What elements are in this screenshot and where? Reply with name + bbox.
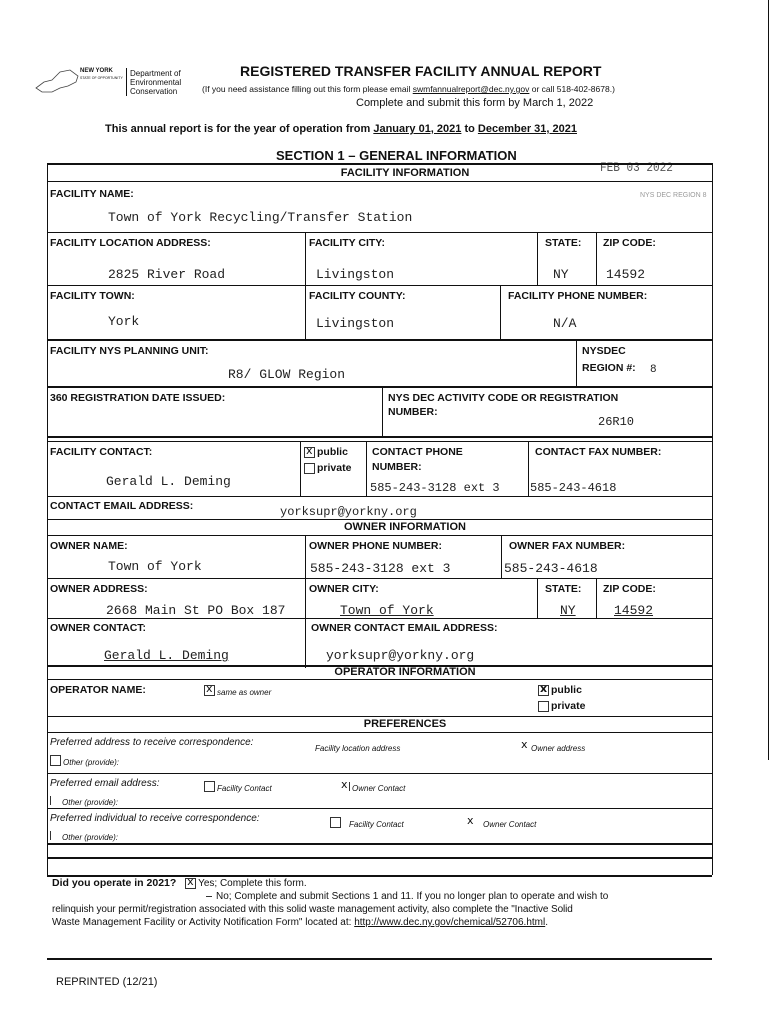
operate-question-block: Did you operate in 2021? x Yes; Complete this form. No; Complete and submit Sections 1 and 11. If you no longer plan to operate and wish to relinquish your permit/registration associated with this solid waste management activity, also complete the "Inactive Solid Waste Management Facility or Activity Notification Form" located at: http://www.dec.ny.gov/chemical/52706.html. — [52, 877, 712, 929]
pref-individual-owner-checkbox[interactable] — [466, 818, 475, 827]
reprinted-note: REPRINTED (12/21) — [56, 976, 158, 988]
reporting-year: This annual report is for the year of operation from January 01, 2021 to December 31, 2021 — [105, 123, 577, 135]
facility-phone-label: FACILITY PHONE NUMBER: — [508, 290, 648, 302]
facility-contact-label: FACILITY CONTACT: — [50, 446, 153, 458]
public-checkbox-checked[interactable] — [304, 447, 315, 458]
owner-contact-field[interactable]: Gerald L. Deming — [104, 648, 229, 663]
pref-address-question: Preferred address to receive correspondence: — [50, 737, 254, 748]
pref-email-other-option[interactable]: Other (provide): — [50, 792, 118, 810]
contact-fax-field[interactable]: 585-243-4618 — [530, 481, 617, 495]
pref-address-other-option[interactable]: Other (provide): — [50, 752, 119, 770]
owner-city-field[interactable]: Town of York — [340, 603, 434, 618]
operate-question: Did you operate in 2021? — [52, 877, 177, 889]
region-stamp: NYS DEC REGION 8 — [640, 192, 707, 199]
facility-town-label: FACILITY TOWN: — [50, 290, 135, 302]
owner-state-label: STATE: — [545, 583, 582, 595]
nys-logo — [30, 62, 200, 102]
facility-state-field[interactable]: NY — [553, 267, 569, 282]
pref-address-facility-option[interactable]: Facility location address — [304, 738, 400, 756]
pref-individual-facility-checkbox[interactable] — [330, 817, 341, 828]
assistance-note: (If you need assistance filling out this form please email swmfannualreport@dec.ny.gov or call 518-402-8678.) — [202, 84, 615, 94]
pref-email-owner-checkbox[interactable] — [340, 782, 350, 791]
owner-email-field[interactable]: yorksupr@yorkny.org — [326, 648, 475, 663]
same-as-owner-checkbox[interactable] — [204, 685, 215, 696]
operate-line2: relinquish your permit/registration associated with this solid waste management activity, also complete the "Inactive Solid — [52, 904, 573, 915]
same-as-owner-option[interactable]: x same as owner — [204, 682, 271, 700]
pref-address-facility-checkbox[interactable] — [304, 742, 313, 751]
agency-line2: STATE OF OPPORTUNITY — [80, 76, 123, 80]
region-field[interactable]: 8 — [650, 364, 657, 376]
facility-phone-field[interactable]: N/A — [553, 316, 577, 331]
contact-phone-label-1: CONTACT PHONE — [372, 446, 463, 458]
facility-county-label: FACILITY COUNTY: — [309, 290, 406, 302]
agency-line1: NEW YORK — [80, 68, 113, 74]
owner-info-heading: OWNER INFORMATION — [343, 521, 466, 533]
inactive-form-link[interactable]: http://www.dec.ny.gov/chemical/52706.html — [354, 917, 546, 928]
pref-address-owner-option[interactable]: x Owner address — [520, 738, 585, 756]
operate-no-checkbox[interactable] — [206, 896, 212, 897]
received-stamp: FEB 03 2022 — [600, 160, 673, 175]
facility-city-field[interactable]: Livingston — [316, 267, 395, 282]
facility-city-label: FACILITY CITY: — [309, 237, 386, 249]
contact-email-field[interactable]: yorksupr@yorkny.org — [280, 505, 417, 519]
owner-zip-label: ZIP CODE: — [603, 583, 656, 595]
contact-fax-label: CONTACT FAX NUMBER: — [535, 446, 662, 458]
pref-address-other-checkbox[interactable] — [50, 755, 61, 766]
pref-email-owner-option[interactable]: x Owner Contact — [340, 778, 405, 796]
facility-zip-field[interactable]: 14592 — [606, 267, 646, 282]
owner-phone-field[interactable]: 585-243-3128 ext 3 — [310, 561, 451, 576]
region-label-1: NYSDEC — [582, 345, 626, 357]
assistance-email-link[interactable]: swmfannualreport@dec.ny.gov — [412, 84, 530, 94]
activity-code-label-1: NYS DEC ACTIVITY CODE OR REGISTRATION — [388, 392, 619, 404]
facility-address-label: FACILITY LOCATION ADDRESS: — [50, 237, 211, 249]
owner-name-field[interactable]: Town of York — [108, 559, 202, 574]
planning-unit-field[interactable]: R8/ GLOW Region — [228, 367, 346, 382]
region-label-2: REGION #: — [582, 362, 636, 374]
facility-name-label: FACILITY NAME: — [50, 188, 134, 200]
operator-name-label: OPERATOR NAME: — [50, 684, 146, 696]
pref-individual-question: Preferred individual to receive correspondence: — [50, 813, 260, 824]
owner-address-field[interactable]: 2668 Main St PO Box 187 — [106, 603, 286, 618]
submit-deadline: Complete and submit this form by March 1, 2022 — [356, 97, 594, 109]
year-to: December 31, 2021 — [477, 123, 577, 135]
facility-name-field[interactable]: Town of York Recycling/Transfer Station — [108, 210, 413, 225]
scan-edge-line — [768, 0, 769, 760]
dept-line3: Conservation — [130, 87, 178, 96]
owner-contact-label: OWNER CONTACT: — [50, 622, 147, 634]
pref-individual-other-checkbox[interactable] — [50, 831, 60, 840]
contact-private-option[interactable]: private — [304, 462, 351, 474]
contact-phone-label-2: NUMBER: — [372, 461, 422, 473]
pref-individual-other-option[interactable]: Other (provide): — [50, 827, 118, 845]
operator-private-checkbox[interactable] — [538, 701, 549, 712]
pref-email-facility-option[interactable]: Facility Contact — [204, 778, 272, 796]
operate-yes-checkbox[interactable] — [185, 878, 196, 889]
operator-info-heading: OPERATOR INFORMATION — [334, 666, 476, 678]
facility-town-field[interactable]: York — [108, 314, 140, 329]
owner-email-label: OWNER CONTACT EMAIL ADDRESS: — [311, 622, 498, 634]
facility-county-field[interactable]: Livingston — [316, 316, 395, 331]
activity-code-label-2: NUMBER: — [388, 406, 438, 418]
owner-fax-label: OWNER FAX NUMBER: — [509, 540, 626, 552]
facility-contact-field[interactable]: Gerald L. Deming — [106, 474, 231, 489]
pref-individual-owner-option[interactable]: x Owner Contact — [466, 814, 536, 832]
facility-address-field[interactable]: 2825 River Road — [108, 267, 226, 282]
operator-private-option[interactable]: private — [538, 700, 585, 712]
owner-name-label: OWNER NAME: — [50, 540, 128, 552]
activity-code-field[interactable]: 26R10 — [598, 415, 635, 429]
preferences-heading: PREFERENCES — [363, 718, 447, 730]
dept-line2: Environmental — [130, 78, 182, 87]
operate-yes-option[interactable]: x Yes; Complete this form. — [185, 878, 307, 889]
registration-date-label: 360 REGISTRATION DATE ISSUED: — [50, 392, 226, 404]
report-title: REGISTERED TRANSFER FACILITY ANNUAL REPORT — [240, 63, 602, 79]
year-from: January 01, 2021 — [373, 123, 462, 135]
private-checkbox[interactable] — [304, 463, 315, 474]
facility-info-heading: FACILITY INFORMATION — [340, 167, 470, 179]
pref-email-facility-checkbox[interactable] — [204, 781, 215, 792]
owner-city-label: OWNER CITY: — [309, 583, 379, 595]
owner-phone-label: OWNER PHONE NUMBER: — [309, 540, 442, 552]
owner-fax-field[interactable]: 585-243-4618 — [504, 561, 598, 576]
dept-line1: Department of — [130, 69, 181, 78]
operate-no-option[interactable]: No; Complete and submit Sections 1 and 11. If you no longer plan to operate and wish to — [52, 890, 712, 903]
contact-phone-field[interactable]: 585-243-3128 ext 3 — [370, 481, 500, 495]
pref-individual-facility-option[interactable]: Facility Contact — [330, 814, 404, 832]
operator-public-option[interactable]: x public — [538, 684, 582, 696]
section-title: SECTION 1 – GENERAL INFORMATION — [276, 148, 517, 163]
contact-public-option[interactable]: xpublic — [304, 446, 348, 458]
contact-email-label: CONTACT EMAIL ADDRESS: — [50, 500, 194, 512]
operator-public-checkbox[interactable] — [538, 685, 549, 696]
pref-address-owner-checkbox[interactable] — [520, 742, 529, 751]
owner-state-field[interactable]: NY — [560, 603, 576, 618]
planning-unit-label: FACILITY NYS PLANNING UNIT: — [50, 345, 209, 357]
pref-email-question: Preferred email address: — [50, 778, 160, 789]
pref-email-other-checkbox[interactable] — [50, 796, 60, 805]
owner-address-label: OWNER ADDRESS: — [50, 583, 148, 595]
facility-zip-label: ZIP CODE: — [603, 237, 656, 249]
facility-state-label: STATE: — [545, 237, 582, 249]
owner-zip-field[interactable]: 14592 — [614, 603, 654, 618]
